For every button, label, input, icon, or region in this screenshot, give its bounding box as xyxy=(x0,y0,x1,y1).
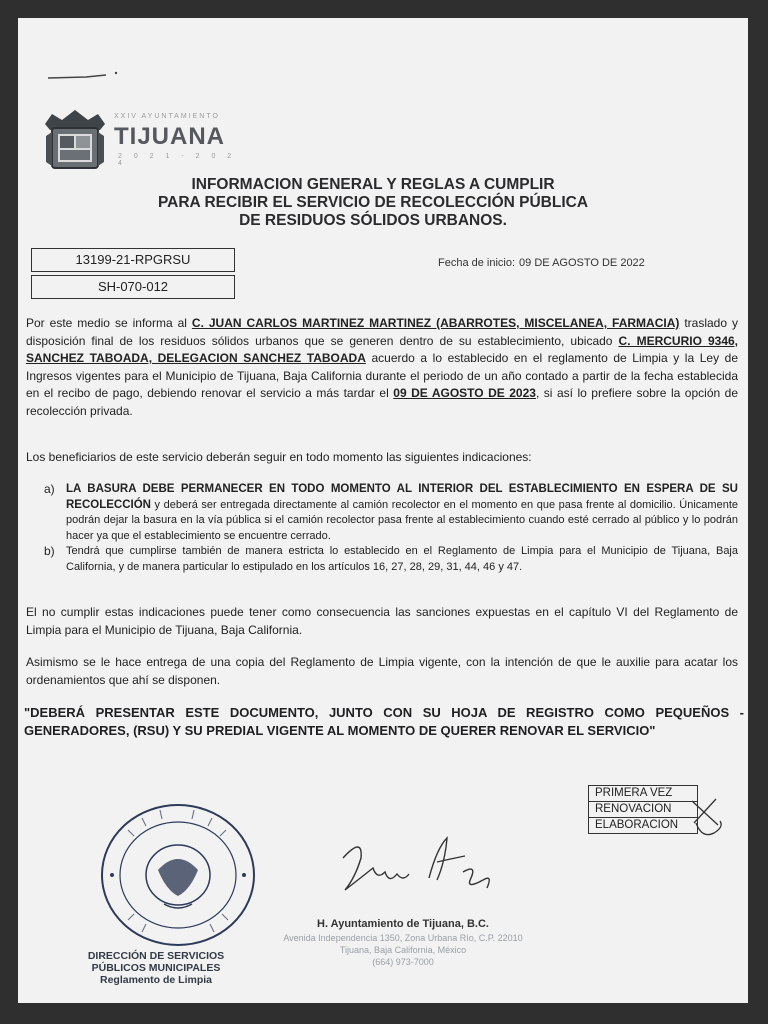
copy-paragraph: Asimismo se le hace entrega de una copia del Reglamento de Limpia vigente, con la intención de que le auxilie para acatar los ordenamientos que ahí se disponen. xyxy=(26,655,738,687)
intro-text-d: , si así lo prefiere sobre la opción de recolección privada. xyxy=(26,386,739,418)
code-box: SH-070-012 xyxy=(31,275,235,299)
intro-text-a: Por este medio se informa al xyxy=(26,316,192,330)
intro-text-b: traslado y disposición final de los residuos sólidos urbanos que se generen dentro de su establecimiento, ubicado xyxy=(26,316,738,348)
intro-text-c: acuerdo a lo establecido en el reglamento de Limpia y la Ley de Ingresos vigentes para el Municipio de Tijuana, Baja California durante el periodo de un año contado a partir de la fecha establecida en el recibo de pago, debiendo renovar el servicio a más tardar el xyxy=(26,351,739,400)
tijuana-logo xyxy=(40,106,240,176)
beneficiaries-paragraph: Los beneficiarios de este servicio deberán seguir en todo momento las siguientes indicaciones: xyxy=(26,450,532,464)
footer-name: H. Ayuntamiento de Tijuana, B.C. xyxy=(317,918,489,930)
list-marker: a) xyxy=(44,482,55,496)
footer-phone: (664) 973-7000 xyxy=(372,957,434,967)
document-page xyxy=(18,18,748,1003)
list-item xyxy=(44,482,738,544)
seal-line-3: Reglamento de Limpia xyxy=(99,974,213,986)
seal-caption xyxy=(76,950,236,986)
folio-box: 13199-21-RPGRSU xyxy=(31,248,235,272)
document-title xyxy=(98,176,648,230)
seal-line-2: PÚBLICOS MUNICIPALES xyxy=(91,962,221,974)
intro-paragraph xyxy=(26,315,738,420)
sanctions-paragraph: El no cumplir estas indicaciones puede tener como consecuencia las sanciones expuestas en el capítulo VI del Reglamento de Limpia para el Municipio de Tijuana, Baja California. xyxy=(26,605,738,637)
option-elaboracion: ELABORACION xyxy=(589,818,698,834)
warning-notice: "DEBERÁ PRESENTAR ESTE DOCUMENTO, JUNTO CON SU HOJA DE REGISTRO COMO PEQUEÑOS - GENERADORES, (RSU) Y SU PREDIAL VIGENTE AL MOMENTO DE QUERER RENOVAR EL SERVICIO" xyxy=(24,705,744,738)
footer-address xyxy=(218,918,588,968)
administration-years: 2 0 2 1 - 2 0 2 4 xyxy=(118,153,237,167)
rule-b-text: Tendrá que cumplirse también de manera estricta lo establecido en el Reglamento de Limpia para el Municipio de Tijuana, Baja California, y de manera particular lo estipulado en los artículos 16, 27, 28, 29, 31, 44, 46 y 47. xyxy=(66,545,738,573)
seal-line-1: DIRECCIÓN DE SERVICIOS xyxy=(87,950,225,962)
footer-city: Tijuana, Baja California, México xyxy=(339,945,467,955)
start-date-value: 09 DE AGOSTO DE 2022 xyxy=(519,257,645,269)
list-marker: b) xyxy=(44,544,55,558)
establishment-address: C. MERCURIO 9346, SANCHEZ TABOADA, DELEGACION SANCHEZ TABOADA xyxy=(26,333,739,365)
city-name: TIJUANA xyxy=(114,123,226,150)
option-renovacion: RENOVACION xyxy=(589,802,698,818)
start-date-label: Fecha de inicio: xyxy=(438,257,516,269)
rule-a-text: y deberá ser entregada directamente al camión recolector en el momento en que pasa frente al domicilio. Únicamente podrán dejar la basura en la vía pública si el camión recolector pasa frente al establecimiento cuando esté cerrado al público y lo podrán hacer ya que el establecimiento se encuentre cerrado. xyxy=(66,498,738,542)
ayuntamiento-label: XXIV AYUNTAMIENTO xyxy=(114,113,220,120)
rule-a-bold: LA BASURA DEBE PERMANECER EN TODO MOMENTO AL INTERIOR DEL ESTABLECIMIENTO EN ESPERA DE SU RECOLECCIÓN xyxy=(66,483,738,511)
city-crest-icon xyxy=(40,106,110,176)
start-date xyxy=(438,257,645,269)
handwritten-signature xyxy=(333,828,523,908)
title-line-1: INFORMACION GENERAL Y REGLAS A CUMPLIR xyxy=(191,176,555,193)
procedure-type-table xyxy=(588,785,698,834)
recipient-name: C. JUAN CARLOS MARTINEZ MARTINEZ (ABARROTES, MISCELANEA, FARMACIA) xyxy=(191,316,680,330)
title-line-3: DE RESIDUOS SÓLIDOS URBANOS. xyxy=(239,212,507,229)
renewal-date: 09 DE AGOSTO DE 2023 xyxy=(393,386,536,400)
pen-scribble xyxy=(46,66,126,86)
footer-street: Avenida Independencia 1350, Zona Urbana Río, C.P. 22010 xyxy=(283,933,523,943)
check-mark-icon xyxy=(688,793,728,843)
title-line-2: PARA RECIBIR EL SERVICIO DE RECOLECCIÓN PÚBLICA xyxy=(157,194,589,211)
list-item xyxy=(44,544,738,575)
rules-list xyxy=(44,482,738,575)
option-primera-vez: PRIMERA VEZ xyxy=(589,786,698,802)
